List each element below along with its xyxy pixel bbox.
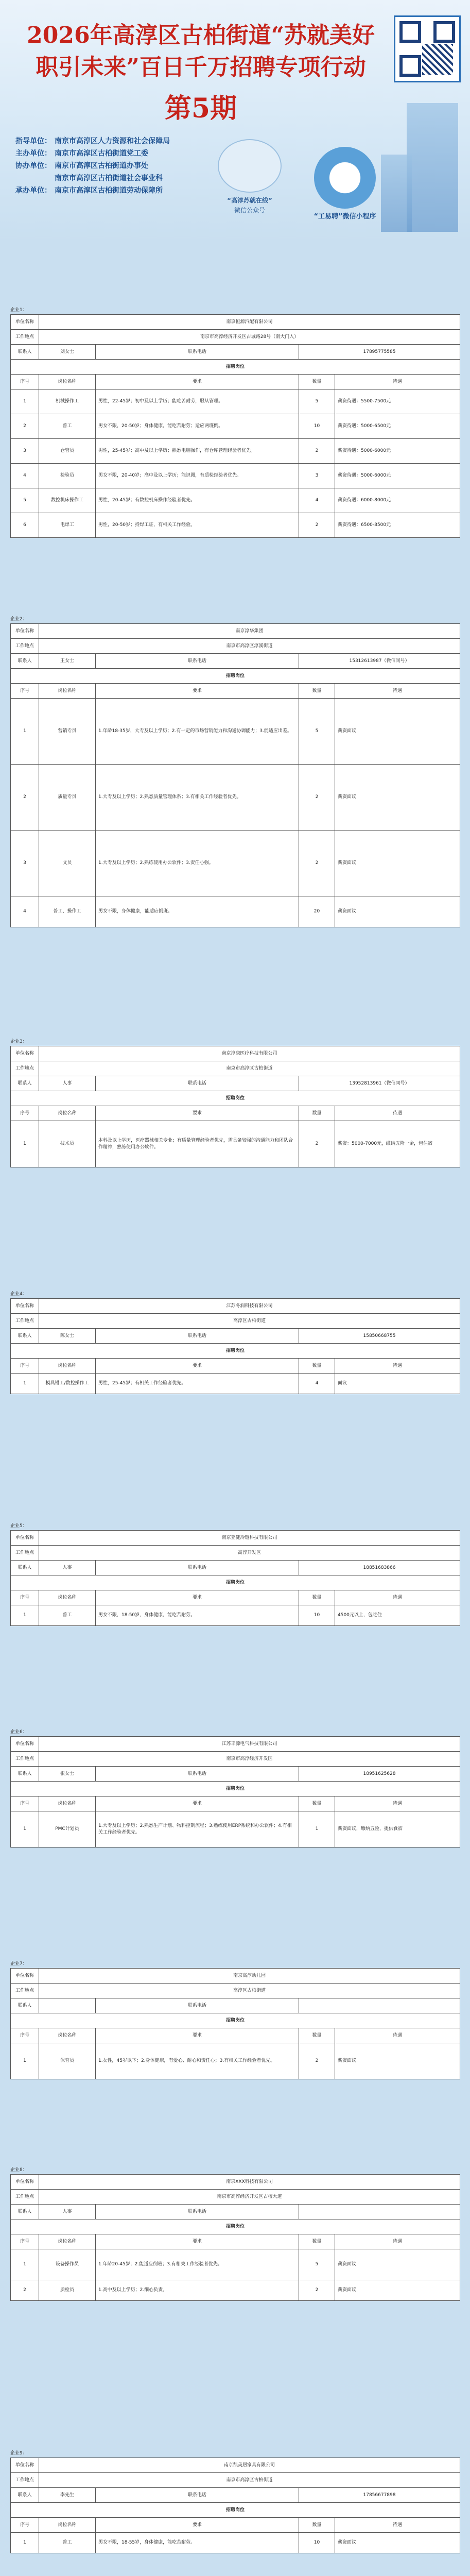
company-name: 南京高淳幼儿园: [39, 1969, 460, 1984]
building-illustration: [381, 155, 412, 232]
contact-phone-label: 联系电话: [96, 2205, 299, 2219]
row-salary: 薪资待遇：6000-8000元: [335, 488, 460, 513]
contact-phone: 15850668755: [299, 1329, 460, 1344]
wechat-account-logo: [206, 139, 293, 216]
positions-header: 招聘岗位: [11, 1782, 460, 1797]
table-row: [11, 2533, 460, 2553]
row-seq: 1: [11, 1605, 39, 1626]
section-label: 企业9：: [10, 2451, 27, 2456]
row-count: 1: [299, 1811, 335, 1848]
contact-label: 联系人: [11, 654, 39, 669]
company-table: [10, 1046, 460, 1167]
work-place: 南京市高淳经济开发区古城路28号（南大门入）: [39, 330, 460, 345]
row-post: 仓管员: [39, 439, 96, 464]
org-name: 南京市高淳区古柏街道社会事业科: [55, 174, 163, 182]
count-header: 数量: [299, 1797, 335, 1811]
row-count: 4: [299, 488, 335, 513]
section-label: 企业6：: [10, 1730, 27, 1735]
contact-label: 联系人: [11, 2205, 39, 2219]
contact-phone-label: 联系电话: [96, 1329, 299, 1344]
salary-header: 待遇: [335, 1359, 460, 1374]
row-salary: 薪资面议: [335, 2043, 460, 2079]
table-row: [11, 488, 460, 513]
salary-header: 待遇: [335, 684, 460, 699]
contact-name: 人事: [39, 2205, 96, 2219]
row-requirement: 男女不限，身体健康，能适应倒班。: [96, 896, 299, 927]
row-post: 普工: [39, 2533, 96, 2553]
post-header: 岗位名称: [39, 2234, 96, 2249]
salary-header: 待遇: [335, 2518, 460, 2533]
post-header: 岗位名称: [39, 684, 96, 699]
positions-header: 招聘岗位: [11, 360, 460, 375]
row-count: 2: [299, 831, 335, 896]
row-count: 2: [299, 439, 335, 464]
wechat-caption: “高淳苏就在线”: [227, 197, 272, 204]
row-requirement: 1.高中及以上学历；2.细心负责。: [96, 2280, 299, 2301]
building-illustration: [407, 103, 458, 232]
positions-header: 招聘岗位: [11, 2503, 460, 2518]
company-table: [10, 2174, 460, 2301]
contact-phone: [299, 1998, 460, 2013]
contact-name: 张女士: [39, 1767, 96, 1782]
row-seq: 1: [11, 1374, 39, 1394]
requirement-header: 要求: [96, 2518, 299, 2533]
company-name-label: 单位名称: [11, 1969, 39, 1984]
company-name-label: 单位名称: [11, 1046, 39, 1061]
work-place-label: 工作地点: [11, 1061, 39, 1076]
row-post: 设备操作员: [39, 2249, 96, 2280]
row-post: 普工: [39, 1605, 96, 1626]
company-table: [10, 1736, 460, 1848]
row-seq: 1: [11, 699, 39, 765]
table-row: [11, 2249, 460, 2280]
work-place-label: 工作地点: [11, 1984, 39, 1998]
requirement-header: 要求: [96, 2234, 299, 2249]
row-requirement: 1.大专及以上学历；2.熟悉质量管理体系；3.有相关工作经验者优先。: [96, 765, 299, 831]
table-row: [11, 513, 460, 538]
count-header: 数量: [299, 1106, 335, 1121]
requirement-header: 要求: [96, 1797, 299, 1811]
seq-header: 序号: [11, 1106, 39, 1121]
row-post: 模具钳工/数控操作工: [39, 1374, 96, 1394]
contact-phone: 18851683866: [299, 1561, 460, 1575]
work-place-label: 工作地点: [11, 2473, 39, 2488]
section-label: 企业3：: [10, 1039, 27, 1044]
row-post: 质量专员: [39, 765, 96, 831]
row-count: 2: [299, 2280, 335, 2301]
company-name: 南京恒源汽配有限公司: [39, 315, 460, 330]
seq-header: 序号: [11, 1797, 39, 1811]
company-section: [10, 2451, 460, 2553]
contact-phone-label: 联系电话: [96, 1998, 299, 2013]
table-row: [11, 2280, 460, 2301]
post-header: 岗位名称: [39, 375, 96, 389]
row-post: 普工: [39, 414, 96, 439]
company-section: [10, 308, 460, 538]
row-post: 普工、操作工: [39, 896, 96, 927]
row-salary: 4500元以上，包吃住: [335, 1605, 460, 1626]
org-name: 南京市高淳区古柏街道办事处: [55, 162, 148, 170]
company-section: [10, 1039, 460, 1167]
positions-header: 招聘岗位: [11, 2013, 460, 2028]
contact-name: 刘女士: [39, 345, 96, 360]
count-header: 数量: [299, 2028, 335, 2043]
salary-header: 待遇: [335, 1590, 460, 1605]
section-label: 企业4：: [10, 1292, 27, 1297]
company-name: 江苏冬润科技有限公司: [39, 1299, 460, 1314]
org-label: 承办单位：: [15, 187, 51, 195]
contact-name: 李先生: [39, 2488, 96, 2503]
salary-header: 待遇: [335, 1106, 460, 1121]
contact-name: 人事: [39, 1561, 96, 1575]
requirement-header: 要求: [96, 1590, 299, 1605]
table-row: [11, 1374, 460, 1394]
company-name: 南京亚健冷链科技有限公司: [39, 1531, 460, 1546]
salary-header: 待遇: [335, 2028, 460, 2043]
company-section: [10, 1292, 460, 1394]
contact-name: [39, 1998, 96, 2013]
work-place-label: 工作地点: [11, 2190, 39, 2205]
count-header: 数量: [299, 2234, 335, 2249]
company-name: 南京淳康医疗科技有限公司: [39, 1046, 460, 1061]
work-place: 高淳区古柏街道: [39, 1984, 460, 1998]
row-count: 5: [299, 2249, 335, 2280]
table-row: [11, 1811, 460, 1848]
count-header: 数量: [299, 684, 335, 699]
row-requirement: 1.女性，45岁以下；2.身体健康，有爱心、耐心和责任心；3.有相关工作经验者优先。: [96, 2043, 299, 2079]
contact-phone: 17856677898: [299, 2488, 460, 2503]
work-place: 高淳开发区: [39, 1546, 460, 1561]
header-banner: [0, 0, 470, 242]
seq-header: 序号: [11, 2518, 39, 2533]
row-salary: 薪资待遇：6500-8500元: [335, 513, 460, 538]
contact-phone-label: 联系电话: [96, 1561, 299, 1575]
org-name: 南京市高淳区古柏街道党工委: [55, 149, 148, 158]
qr-code-icon: [394, 15, 461, 82]
table-row: [11, 831, 460, 896]
row-salary: 薪资面议: [335, 2280, 460, 2301]
page-title: 2026年高淳区古柏街道“苏就美好 职引未来”百日千万招聘专项行动: [27, 22, 375, 80]
post-header: 岗位名称: [39, 1106, 96, 1121]
row-post: 检验员: [39, 464, 96, 488]
contact-phone-label: 联系电话: [96, 2488, 299, 2503]
seq-header: 序号: [11, 375, 39, 389]
contact-phone-label: 联系电话: [96, 1076, 299, 1091]
row-requirement: 男性，22-45岁；初中及以上学历；能吃苦耐劳，服从管理。: [96, 389, 299, 414]
row-post: 质检员: [39, 2280, 96, 2301]
contact-phone: 15312613987（微信同号）: [299, 654, 460, 669]
row-post: 机械操作工: [39, 389, 96, 414]
contact-label: 联系人: [11, 1329, 39, 1344]
wechat-caption-2: 微信公众号: [234, 207, 265, 214]
row-salary: 薪资面议: [335, 765, 460, 831]
seq-header: 序号: [11, 2234, 39, 2249]
positions-header: 招聘岗位: [11, 1575, 460, 1590]
contact-label: 联系人: [11, 2488, 39, 2503]
section-label: 企业5：: [10, 1523, 27, 1529]
row-requirement: 1.年龄20-45岁；2.能适应倒班；3.有相关工作经验者优先。: [96, 2249, 299, 2280]
row-seq: 2: [11, 2280, 39, 2301]
seq-header: 序号: [11, 1590, 39, 1605]
org-label: 主办单位：: [15, 149, 51, 158]
row-salary: 薪资面议，缴纳五险，提供食宿: [335, 1811, 460, 1848]
post-header: 岗位名称: [39, 1359, 96, 1374]
row-seq: 3: [11, 439, 39, 464]
seq-header: 序号: [11, 1359, 39, 1374]
company-table: [10, 1530, 460, 1626]
contact-phone: 13952813961（微信同号）: [299, 1076, 460, 1091]
section-label: 企业8：: [10, 2167, 27, 2173]
row-salary: 薪资面议: [335, 699, 460, 765]
count-header: 数量: [299, 1590, 335, 1605]
table-row: [11, 389, 460, 414]
section-label: 企业1：: [10, 308, 27, 313]
row-requirement: 男性，25-45岁；高中及以上学历；熟悉电脑操作，有仓库管理经验者优先。: [96, 439, 299, 464]
contact-phone-label: 联系电话: [96, 345, 299, 360]
row-count: 5: [299, 389, 335, 414]
row-post: PMC计划员: [39, 1811, 96, 1848]
row-seq: 4: [11, 464, 39, 488]
work-place: 高淳区古柏街道: [39, 1314, 460, 1329]
contact-name: 陈女士: [39, 1329, 96, 1344]
row-post: 技术员: [39, 1121, 96, 1167]
row-requirement: 男女不限，20-50岁；身体健康，能吃苦耐劳；适应两班倒。: [96, 414, 299, 439]
row-salary: 薪资待遇：5000-6000元: [335, 439, 460, 464]
row-salary: 薪资面议: [335, 831, 460, 896]
count-header: 数量: [299, 2518, 335, 2533]
row-seq: 2: [11, 765, 39, 831]
row-count: 10: [299, 414, 335, 439]
company-name-label: 单位名称: [11, 624, 39, 639]
work-place-label: 工作地点: [11, 1752, 39, 1767]
table-row: [11, 1121, 460, 1167]
row-count: 3: [299, 464, 335, 488]
seq-header: 序号: [11, 2028, 39, 2043]
row-seq: 1: [11, 389, 39, 414]
row-seq: 1: [11, 1121, 39, 1167]
requirement-header: 要求: [96, 2028, 299, 2043]
row-seq: 1: [11, 2043, 39, 2079]
section-label: 企业2：: [10, 617, 27, 622]
table-row: [11, 896, 460, 927]
company-name-label: 单位名称: [11, 1299, 39, 1314]
company-name-label: 单位名称: [11, 315, 39, 330]
mini-program-code-icon: [314, 147, 376, 209]
contact-phone-label: 联系电话: [96, 654, 299, 669]
row-count: 5: [299, 699, 335, 765]
row-requirement: 男性，25-45岁；有相关工作经验者优先。: [96, 1374, 299, 1394]
row-requirement: 1.大专及以上学历；2.熟悉生产计划、物料控制流程；3.熟练使用ERP系统和办公软件；4.有相关工作经验者优先。: [96, 1811, 299, 1848]
row-seq: 1: [11, 1811, 39, 1848]
work-place: 南京市高淳区古柏街道: [39, 1061, 460, 1076]
work-place-label: 工作地点: [11, 1314, 39, 1329]
row-count: 2: [299, 765, 335, 831]
org-label: 指导单位：: [15, 137, 51, 145]
company-name: 江苏丰源电气科技有限公司: [39, 1737, 460, 1752]
company-section: [10, 1523, 460, 1626]
row-seq: 2: [11, 414, 39, 439]
table-row: [11, 2043, 460, 2079]
row-post: 文员: [39, 831, 96, 896]
row-count: 2: [299, 1121, 335, 1167]
company-section: [10, 1961, 460, 2079]
table-row: [11, 699, 460, 765]
requirement-header: 要求: [96, 1359, 299, 1374]
row-requirement: 男性，20-50岁；持焊工证，有相关工作经验。: [96, 513, 299, 538]
company-name-label: 单位名称: [11, 1737, 39, 1752]
contact-phone: 17895775585: [299, 345, 460, 360]
work-place: 南京市高淳经济开发区古檀大道: [39, 2190, 460, 2205]
section-label: 企业7：: [10, 1961, 27, 1967]
post-header: 岗位名称: [39, 2028, 96, 2043]
contact-phone: 18951625628: [299, 1767, 460, 1782]
post-header: 岗位名称: [39, 1797, 96, 1811]
company-table: [10, 1298, 460, 1394]
table-row: [11, 414, 460, 439]
row-seq: 1: [11, 2249, 39, 2280]
row-requirement: 男女不限，20-40岁；高中及以上学历；能识图，有质检经验者优先。: [96, 464, 299, 488]
table-row: [11, 464, 460, 488]
row-salary: 薪资面议: [335, 2533, 460, 2553]
row-salary: 薪资待遇：5500-7500元: [335, 389, 460, 414]
row-count: 10: [299, 2533, 335, 2553]
row-salary: 薪资：5000-7000元，缴纳五险一金，包住宿: [335, 1121, 460, 1167]
row-count: 20: [299, 896, 335, 927]
row-post: 保育员: [39, 2043, 96, 2079]
row-seq: 3: [11, 831, 39, 896]
salary-header: 待遇: [335, 375, 460, 389]
contact-label: 联系人: [11, 345, 39, 360]
company-table: [10, 2458, 460, 2553]
requirement-header: 要求: [96, 684, 299, 699]
org-label: 协办单位：: [15, 162, 51, 170]
row-post: 电焊工: [39, 513, 96, 538]
seq-header: 序号: [11, 684, 39, 699]
company-name-label: 单位名称: [11, 2458, 39, 2473]
row-count: 10: [299, 1605, 335, 1626]
row-salary: 薪资面议: [335, 896, 460, 927]
requirement-header: 要求: [96, 1106, 299, 1121]
salary-header: 待遇: [335, 2234, 460, 2249]
count-header: 数量: [299, 375, 335, 389]
contact-name: 人事: [39, 1076, 96, 1091]
work-place: 南京市高淳经济开发区: [39, 1752, 460, 1767]
work-place: 南京市高淳区古柏街道: [39, 2473, 460, 2488]
company-table: [10, 314, 460, 538]
work-place-label: 工作地点: [11, 639, 39, 654]
row-requirement: 男女不限，18-55岁，身体健康，能吃苦耐劳。: [96, 2533, 299, 2553]
table-row: [11, 1605, 460, 1626]
contact-label: 联系人: [11, 1767, 39, 1782]
row-requirement: 男性，20-45岁；有数控机床操作经验者优先。: [96, 488, 299, 513]
row-salary: 薪资待遇：5000-6000元: [335, 464, 460, 488]
row-requirement: 本科及以上学历，医疗器械相关专业；有质量管理经验者优先，需具备较强的沟通能力和团队合作精神，熟练使用办公软件。: [96, 1121, 299, 1167]
contact-phone: [299, 2205, 460, 2219]
company-name: 南京XXX科技有限公司: [39, 2175, 460, 2190]
row-count: 2: [299, 2043, 335, 2079]
contact-label: 联系人: [11, 1998, 39, 2013]
post-header: 岗位名称: [39, 2518, 96, 2533]
row-post: 营销专员: [39, 699, 96, 765]
company-name-label: 单位名称: [11, 2175, 39, 2190]
positions-header: 招聘岗位: [11, 2219, 460, 2234]
company-name: 南京凯美居家具有限公司: [39, 2458, 460, 2473]
page-subtitle: 第5期: [164, 93, 237, 124]
contact-phone-label: 联系电话: [96, 1767, 299, 1782]
company-section: [10, 1730, 460, 1848]
table-row: [11, 439, 460, 464]
work-place: 南京市高淳区淳溪街道: [39, 639, 460, 654]
company-name-label: 单位名称: [11, 1531, 39, 1546]
row-requirement: 1.年龄18-35岁，大专及以上学历；2.有一定的市场营销能力和沟通协调能力；3.能适应出差。: [96, 699, 299, 765]
contact-name: 王女士: [39, 654, 96, 669]
table-row: [11, 765, 460, 831]
company-table: [10, 1968, 460, 2079]
row-post: 数控机床操作工: [39, 488, 96, 513]
org-name: 南京市高淳区人力资源和社会保障局: [55, 137, 170, 145]
row-seq: 5: [11, 488, 39, 513]
row-salary: 薪资待遇：5000-6500元: [335, 414, 460, 439]
row-seq: 1: [11, 2533, 39, 2553]
company-section: [10, 2167, 460, 2301]
org-name: 南京市高淳区古柏街道劳动保障所: [55, 187, 163, 195]
company-section: [10, 617, 460, 927]
row-requirement: 男女不限，18-50岁，身体健康，能吃苦耐劳。: [96, 1605, 299, 1626]
company-name: 南京淳华集团: [39, 624, 460, 639]
positions-header: 招聘岗位: [11, 1091, 460, 1106]
organizer-list: [15, 135, 170, 197]
row-seq: 4: [11, 896, 39, 927]
post-header: 岗位名称: [39, 1590, 96, 1605]
positions-header: 招聘岗位: [11, 1344, 460, 1359]
salary-header: 待遇: [335, 1797, 460, 1811]
count-header: 数量: [299, 1359, 335, 1374]
company-table: [10, 623, 460, 927]
contact-label: 联系人: [11, 1076, 39, 1091]
positions-header: 招聘岗位: [11, 669, 460, 684]
row-salary: 薪资面议: [335, 2249, 460, 2280]
contact-label: 联系人: [11, 1561, 39, 1575]
row-seq: 6: [11, 513, 39, 538]
row-count: 2: [299, 513, 335, 538]
mini-program-caption: “工易聘”微信小程序: [314, 213, 376, 221]
row-requirement: 1.大专及以上学历；2.熟练使用办公软件；3.责任心强。: [96, 831, 299, 896]
row-count: 4: [299, 1374, 335, 1394]
work-place-label: 工作地点: [11, 330, 39, 345]
requirement-header: 要求: [96, 375, 299, 389]
row-salary: 面议: [335, 1374, 460, 1394]
work-place-label: 工作地点: [11, 1546, 39, 1561]
